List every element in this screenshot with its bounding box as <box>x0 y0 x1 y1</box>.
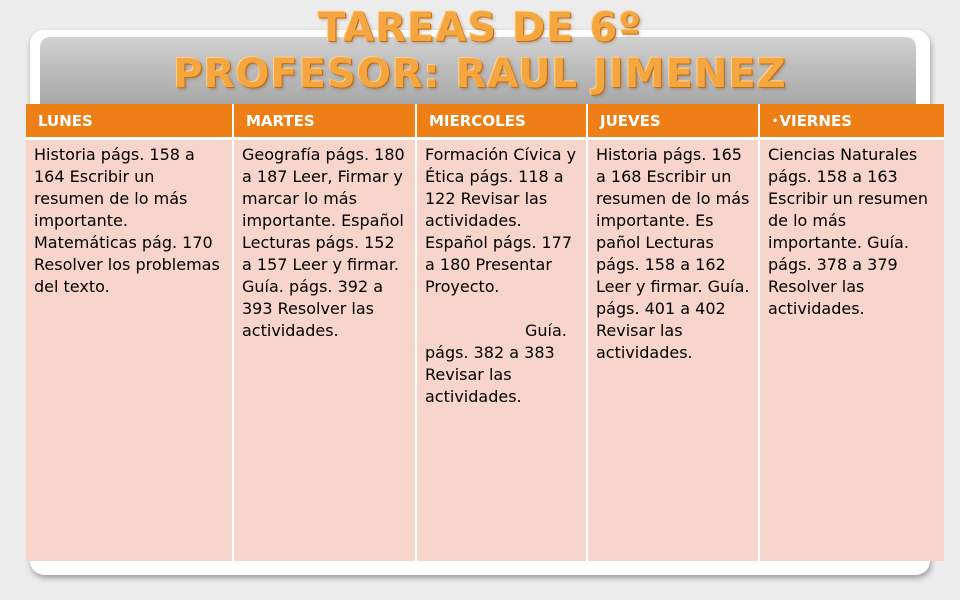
header-row <box>26 104 944 139</box>
header-viernes-label: VIERNES <box>779 111 852 130</box>
header-viernes <box>759 104 944 139</box>
cell-miercoles-text: Formación Cívica y Ética págs. 118 a 122 Revisar las actividades. Español págs. 177 a 180 Presentar Proyecto. <box>425 145 582 296</box>
schedule-table <box>26 104 944 561</box>
table-row <box>26 139 944 562</box>
cell-miercoles-extra: Guía. págs. 382 a 383 Revisar las actividades. <box>425 321 572 406</box>
cell-miercoles-spacer <box>425 298 578 320</box>
title-line-2: PROFESOR: RAUL JIMENEZ <box>173 51 787 97</box>
bullet-icon: • <box>772 115 779 127</box>
cell-martes: Geografía págs. 180 a 187 Leer, Firmar y marcar lo más importante. Español Lecturas págs. 152 a 157 Leer y firmar. Guía. págs. 392 a 393 Resolver las actividades. <box>233 139 416 562</box>
header-lunes: LUNES <box>26 104 233 139</box>
header-jueves: JUEVES <box>587 104 759 139</box>
cell-miercoles <box>416 139 587 562</box>
cell-jueves: Historia págs. 165 a 168 Escribir un resumen de lo más importante. Es pañol Lecturas págs. 158 a 162 Leer y firmar. Guía. págs. 401 a 402 Revisar las actividades. <box>587 139 759 562</box>
title-line-1: TAREAS DE 6º <box>318 5 642 51</box>
header-martes: MARTES <box>233 104 416 139</box>
cell-viernes: Ciencias Naturales págs. 158 a 163 Escribir un resumen de lo más importante. Guía. págs. 378 a 379 Resolver las actividades. <box>759 139 944 562</box>
header-miercoles: MIERCOLES <box>416 104 587 139</box>
cell-lunes: Historia págs. 158 a 164 Escribir un resumen de lo más importante. Matemáticas pág. 170 Resolver los problemas del texto. <box>26 139 233 562</box>
